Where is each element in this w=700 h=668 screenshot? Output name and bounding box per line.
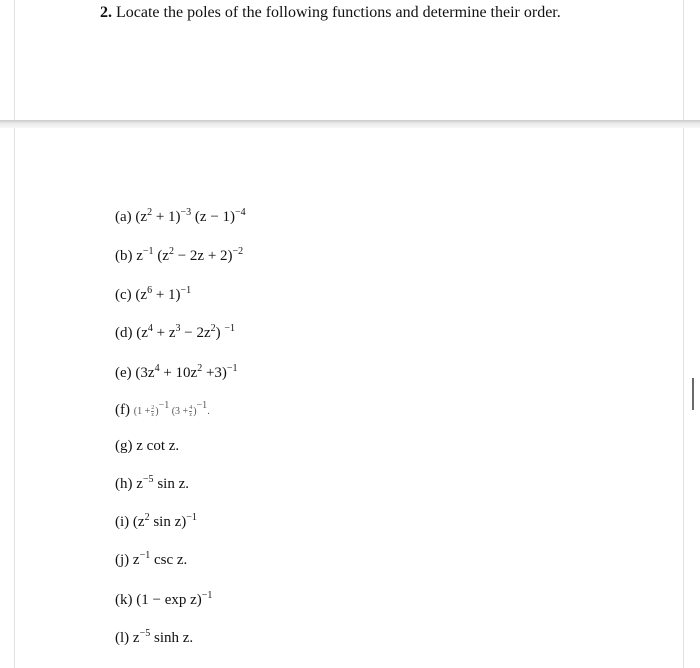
expr-text: sin z. xyxy=(153,476,189,492)
expr-text: (z xyxy=(131,209,148,225)
item-c xyxy=(115,286,191,304)
item-label: (l) xyxy=(115,630,130,646)
expr-text: +3) xyxy=(202,365,227,381)
exponent: 6 xyxy=(147,285,153,296)
expr-text: z xyxy=(129,552,140,568)
exponent: 2 xyxy=(168,246,174,257)
expr-text: + 10z xyxy=(159,365,198,381)
item-h xyxy=(115,475,189,493)
expr-text: ) xyxy=(155,406,159,417)
expr-text: csc z. xyxy=(150,552,188,568)
exponent: 3 xyxy=(175,323,181,334)
expr-text: (3 + xyxy=(171,406,189,417)
item-e xyxy=(115,364,238,382)
expr-text: z xyxy=(129,630,140,646)
text-cursor xyxy=(692,378,694,410)
item-j xyxy=(115,551,187,569)
item-label: (k) xyxy=(115,592,133,608)
expr-text: . xyxy=(207,406,210,417)
exponent: −1 xyxy=(186,512,197,523)
item-label: (e) xyxy=(115,365,132,381)
exponent: −2 xyxy=(232,246,244,257)
expr-text: (z xyxy=(129,514,145,530)
exponent: 2 xyxy=(147,207,153,218)
expr-text: z xyxy=(132,476,143,492)
item-label: (d) xyxy=(115,325,133,341)
fraction xyxy=(151,405,154,418)
fraction-numerator: 2 xyxy=(151,405,155,412)
exponent: −1 xyxy=(226,363,238,374)
expr-text: + 1) xyxy=(152,287,181,303)
exponent: 2 xyxy=(210,323,216,334)
exponent: −1 xyxy=(158,400,170,411)
card-separator xyxy=(0,120,700,128)
expr-text: z cot z. xyxy=(132,438,180,454)
item-g xyxy=(115,437,179,455)
item-label: (i) xyxy=(115,514,130,530)
item-i xyxy=(115,513,197,531)
expr-text: + 1) xyxy=(152,209,181,225)
expr-text: (3z xyxy=(131,365,155,381)
fraction xyxy=(189,405,192,418)
expr-text: (z xyxy=(131,287,148,303)
exponent: 2 xyxy=(144,512,150,523)
item-l xyxy=(115,629,193,647)
expr-text: (z xyxy=(153,248,169,264)
exponent: −3 xyxy=(180,207,192,218)
expr-text: − 2z xyxy=(180,325,211,341)
item-label: (a) xyxy=(115,209,132,225)
exponent: 2 xyxy=(197,363,203,374)
exponent: −1 xyxy=(139,550,151,561)
expr-text: (1 − exp z) xyxy=(132,592,202,608)
item-label: (c) xyxy=(115,287,132,303)
item-label: (b) xyxy=(115,248,133,264)
item-d xyxy=(115,324,235,342)
exponent: −1 xyxy=(142,246,154,257)
expr-image xyxy=(133,400,210,419)
expr-text: sin z) xyxy=(149,514,187,530)
expr-text: − 2z + 2) xyxy=(173,248,233,264)
expr-text: (z − 1) xyxy=(191,209,236,225)
fraction-numerator: 4 xyxy=(189,405,193,412)
expr-text: (1 + xyxy=(133,406,151,417)
question-prompt xyxy=(100,4,561,22)
expr-text: ) xyxy=(215,325,225,341)
expr-text: + z xyxy=(152,325,176,341)
item-label: (g) xyxy=(115,438,133,454)
expr-text: ) xyxy=(193,406,197,417)
exponent: −4 xyxy=(235,207,246,218)
item-k xyxy=(115,591,212,609)
exponent: −1 xyxy=(180,285,192,296)
exponent: −5 xyxy=(139,628,151,639)
item-f xyxy=(115,401,210,421)
item-label: (f) xyxy=(115,402,130,418)
expr-text: sinh z. xyxy=(150,630,194,646)
item-b xyxy=(115,247,243,265)
expr-text: z xyxy=(132,248,143,264)
fraction-denominator: z xyxy=(189,412,193,419)
exponent: −1 xyxy=(196,400,208,411)
item-label: (j) xyxy=(115,552,130,568)
expr-text: (z xyxy=(132,325,148,341)
exponent: −1 xyxy=(201,590,213,601)
exponent: −5 xyxy=(142,474,154,485)
exponent: −1 xyxy=(224,323,236,334)
exponent: 4 xyxy=(154,363,160,374)
item-a xyxy=(115,208,246,226)
fraction-denominator: z xyxy=(151,412,155,419)
exponent: 4 xyxy=(147,323,153,334)
question-number: 2. xyxy=(100,4,112,21)
question-text: Locate the poles of the following functions and determine their order. xyxy=(116,4,561,21)
item-label: (h) xyxy=(115,476,133,492)
